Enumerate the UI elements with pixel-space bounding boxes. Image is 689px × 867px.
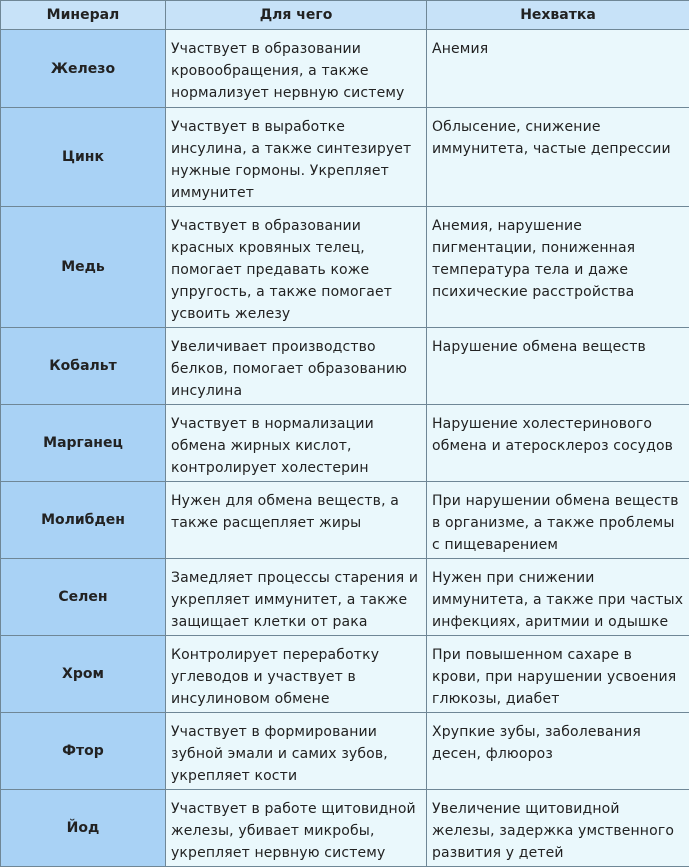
mineral-name: Кобальт xyxy=(1,328,166,405)
table-row xyxy=(1,328,689,405)
table-row xyxy=(1,108,689,207)
purpose-cell: Участвует в формировании зубной эмали и самих зубов, укрепляет кости xyxy=(166,713,427,790)
mineral-name: Фтор xyxy=(1,713,166,790)
table-row xyxy=(1,207,689,328)
header-mineral: Минерал xyxy=(1,1,166,30)
mineral-name: Йод xyxy=(1,790,166,867)
table-row xyxy=(1,482,689,559)
header-row xyxy=(1,1,689,30)
purpose-cell: Участвует в нормализации обмена жирных кислот, контролирует холестерин xyxy=(166,405,427,482)
purpose-cell: Контролирует переработку углеводов и участвует в инсулиновом обмене xyxy=(166,636,427,713)
mineral-name: Марганец xyxy=(1,405,166,482)
mineral-name: Цинк xyxy=(1,108,166,207)
mineral-name: Медь xyxy=(1,207,166,328)
header-deficiency: Нехватка xyxy=(427,1,689,30)
purpose-cell: Участвует в образовании красных кровяных телец, помогает предавать коже упругость, а также помогает усвоить железу xyxy=(166,207,427,328)
purpose-cell: Нужен для обмена веществ, а также расщепляет жиры xyxy=(166,482,427,559)
deficiency-cell: Анемия, нарушение пигментации, пониженная температура тела и даже психические расстройства xyxy=(427,207,689,328)
deficiency-cell: Нарушение обмена веществ xyxy=(427,328,689,405)
table-row xyxy=(1,559,689,636)
deficiency-cell: Увеличение щитовидной железы, задержка умственного развития у детей xyxy=(427,790,689,867)
deficiency-cell: Облысение, снижение иммунитета, частые депрессии xyxy=(427,108,689,207)
deficiency-cell: При нарушении обмена веществ в организме, а также проблемы с пищеварением xyxy=(427,482,689,559)
deficiency-cell: Нарушение холестеринового обмена и атеросклероз сосудов xyxy=(427,405,689,482)
deficiency-cell: Нужен при снижении иммунитета, а также при частых инфекциях, аритмии и одышке xyxy=(427,559,689,636)
deficiency-cell: Хрупкие зубы, заболевания десен, флюороз xyxy=(427,713,689,790)
deficiency-cell: При повышенном сахаре в крови, при нарушении усвоения глюкозы, диабет xyxy=(427,636,689,713)
purpose-cell: Замедляет процессы старения и укрепляет иммунитет, а также защищает клетки от рака xyxy=(166,559,427,636)
mineral-name: Селен xyxy=(1,559,166,636)
table-row xyxy=(1,30,689,108)
purpose-cell: Участвует в выработке инсулина, а также синтезирует нужные гормоны. Укрепляет иммунитет xyxy=(166,108,427,207)
header-purpose: Для чего xyxy=(166,1,427,30)
purpose-cell: Увеличивает производство белков, помогает образованию инсулина xyxy=(166,328,427,405)
purpose-cell: Участвует в работе щитовидной железы, убивает микробы, укрепляет нервную систему xyxy=(166,790,427,867)
table-row xyxy=(1,405,689,482)
purpose-cell: Участвует в образовании кровообращения, а также нормализует нервную систему xyxy=(166,30,427,108)
mineral-name: Хром xyxy=(1,636,166,713)
table-row xyxy=(1,636,689,713)
mineral-name: Молибден xyxy=(1,482,166,559)
table-row xyxy=(1,713,689,790)
table-row xyxy=(1,790,689,867)
mineral-name: Железо xyxy=(1,30,166,108)
deficiency-cell: Анемия xyxy=(427,30,689,108)
